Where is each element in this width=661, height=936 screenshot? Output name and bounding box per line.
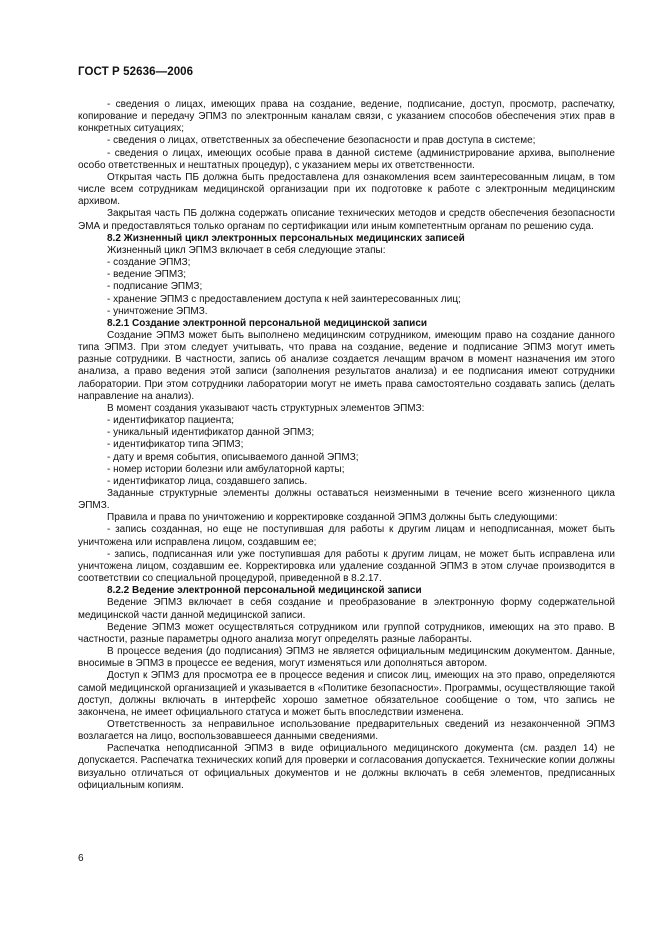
list-item: - сведения о лицах, имеющих особые права в данной системе (администрирование архива, выполнение особо ответственных и нештатных процедур), с указанием меры их ответственности. [78,147,615,171]
paragraph: Правила и права по уничтожению и корректировке созданной ЭПМЗ должны быть следующими: [107,512,558,524]
paragraph: Создание ЭПМЗ может быть выполнено медицинским сотрудником, имеющим право на создание данного типа ЭПМЗ. При этом следует учитывать, что права на создание, ведение и подписание ЭПМЗ могут иметь разные сотрудники. В частности, запись об анализе создается лечащим врачом в момент назначения им этого анализа, а право ведения этой записи (заполнения результатов анализа) и ее подписания имеют сотрудники лаборатории. При этом сотрудники лаборатории могут не иметь права самостоятельно создавать запись (делать направление на анализ). [78,329,615,402]
section-heading-8-2-1: 8.2.1 Создание электронной персональной медицинской записи [107,317,428,329]
list-item: - уникальный идентификатор данной ЭПМЗ; [107,427,315,439]
paragraph: Жизненный цикл ЭПМЗ включает в себя следующие этапы: [107,244,386,256]
list-item: - запись созданная, но еще не поступившая для работы к другим лицам и неподписанная, может быть уничтожена или исправлена лицом, создавшим ее; [78,524,615,548]
list-item: - сведения о лицах, имеющих права на создание, ведение, подписание, доступ, просмотр, распечатку, копирование и передачу ЭПМЗ по электронным каналам связи, с указанием способов обеспечения этих прав в конкретных ситуациях; [78,99,615,135]
list-item: - создание ЭПМЗ; [107,257,191,269]
list-item: - идентификатор лица, создавшего запись. [107,475,308,487]
paragraph: Закрытая часть ПБ должна содержать описание технических методов и средств обеспечения безопасности ЭМА и предоставляться только органам по сертификации или иным компетентным органам по решению суда. [78,208,615,232]
paragraph: В процессе ведения (до подписания) ЭПМЗ не является официальным медицинским документом. Данные, вносимые в ЭПМЗ в процессе ее ведения, могут изменяться или дополняться автором. [78,646,615,670]
paragraph: Ведение ЭПМЗ может осуществляться сотрудником или группой сотрудников, имеющих на это право. В частности, разные параметры одного анализа могут определять разные лаборанты. [78,621,615,645]
list-item: - номер истории болезни или амбулаторной карты; [107,463,345,475]
list-item: - подписание ЭПМЗ; [107,281,203,293]
list-item: - уничтожение ЭПМЗ. [107,305,208,317]
paragraph: Ведение ЭПМЗ включает в себя создание и преобразование в электронную форму содержательной медицинской части данной медицинской записи. [78,597,615,621]
paragraph: Открытая часть ПБ должна быть предоставлена для ознакомления всем заинтересованным лицам, в том числе всем сотрудникам медицинской организации при их подготовке к работе с электронным медицинским архивом. [78,171,615,208]
paragraph: Распечатка неподписанной ЭПМЗ в виде официального медицинского документа (см. раздел 14) не допускается. Распечатка технических копий для проверки и согласования допускается. Технические копии должны визуально отличаться от официальных документов и не должны включать в себя элементов, предписанных официальным копиям. [78,743,615,791]
list-item: - дату и время события, описываемого данной ЭПМЗ; [107,451,359,463]
section-heading-8-2: 8.2 Жизненный цикл электронных персональных медицинских записей [107,232,465,244]
list-item: - запись, подписанная или уже поступившая для работы к другим лицам, не может быть исправлена или уничтожена лицом, создавшим ее. Корректировка или удаление созданной ЭПМЗ в этом случае производится в соответствии со специальной процедурой, приведенной в 8.2.17. [78,548,615,585]
list-item: - ведение ЭПМЗ; [107,269,187,281]
paragraph: В момент создания указывают часть структурных элементов ЭПМЗ: [107,402,425,414]
list-item: - идентификатор типа ЭПМЗ; [107,439,244,451]
list-item: - идентификатор пациента; [107,415,235,427]
section-heading-8-2-2: 8.2.2 Ведение электронной персональной медицинской записи [107,585,422,597]
page-number: 6 [78,853,84,864]
paragraph: Заданные структурные элементы должны оставаться неизменными в течение всего жизненного цикла ЭПМЗ. [78,488,615,512]
paragraph: Доступ к ЭПМЗ для просмотра ее в процессе ведения и список лиц, имеющих на это право, определяются самой медицинской организацией и указывается в «Политике безопасности». Программы, осуществляющие такой доступ, должны включать в интерфейс хорошо заметное обязательное сообщение о том, что запись не закончена, не имеет официального статуса и может быть впоследствии изменена. [78,670,615,718]
list-item: - сведения о лицах, ответственных за обеспечение безопасности и прав доступа в системе; [107,135,536,147]
document-body [78,99,615,792]
document-header: ГОСТ Р 52636—2006 [78,66,194,78]
list-item: - хранение ЭПМЗ с предоставлением доступа к ней заинтересованных лиц; [107,293,461,305]
paragraph: Ответственность за неправильное использование предварительных сведений из незаконченной ЭПМЗ возлагается на лицо, воспользовавшееся данными сведениями. [78,718,615,743]
